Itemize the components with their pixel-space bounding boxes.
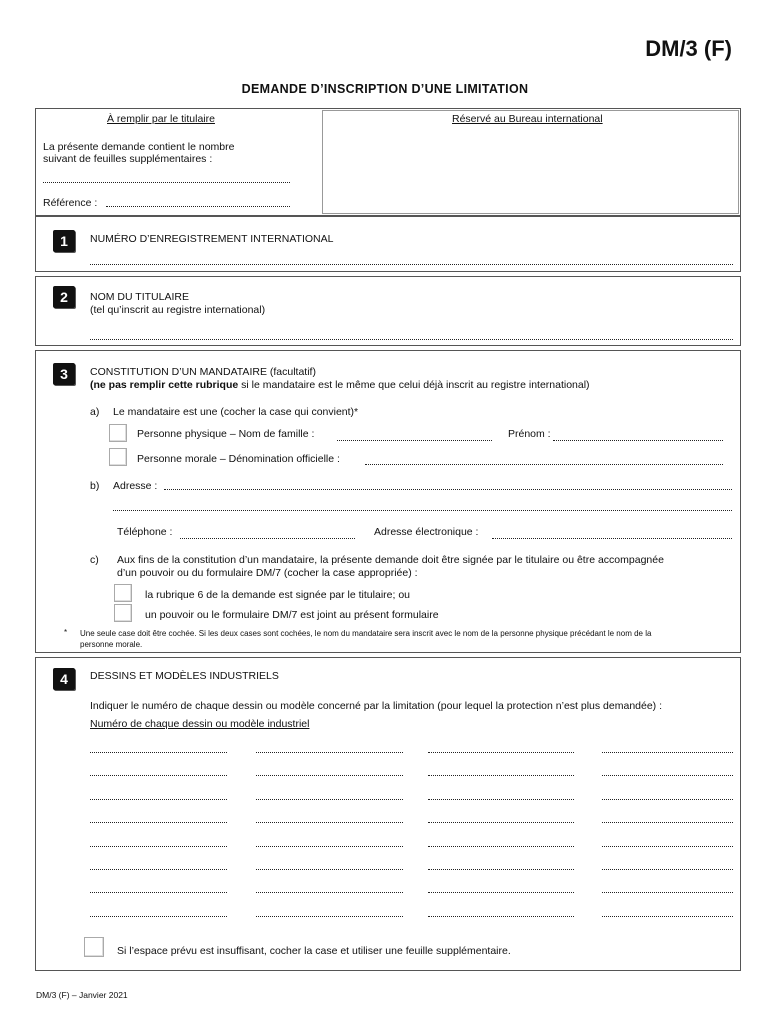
item-a-text: Le mandataire est une (cocher la case qui convient)* (113, 406, 359, 418)
item-c-text-2: d’un pouvoir ou du formulaire DM/7 (cocher la case appropriée) : (117, 567, 418, 579)
sheets-text-2: suivant de feuilles supplémentaires : (43, 153, 213, 165)
phone-label: Téléphone : (117, 526, 173, 538)
footnote-star: * (64, 628, 68, 637)
item-a-label: a) (90, 406, 100, 418)
design-number-field[interactable] (602, 892, 733, 893)
first-name-field[interactable] (553, 440, 723, 441)
design-number-field[interactable] (428, 822, 574, 823)
legal-entity-checkbox[interactable] (109, 448, 127, 466)
item-c-text-1: Aux fins de la constitution d’un mandataire, la présente demande doit être signée par le titulaire ou être accompagnée (117, 554, 664, 566)
footer-code: DM/3 (F) – Janvier 2021 (36, 990, 128, 1000)
section-4-instruction: Indiquer le numéro de chaque dessin ou modèle concerné par la limitation (pour lequel la protection n’est plus demandée) : (90, 700, 663, 712)
design-number-field[interactable] (602, 752, 733, 753)
reserved-box (322, 110, 739, 214)
design-number-field[interactable] (256, 752, 403, 753)
design-number-heading: Numéro de chaque dessin ou modèle industriel (90, 718, 310, 730)
design-number-field[interactable] (602, 799, 733, 800)
signed-option-label: la rubrique 6 de la demande est signée par le titulaire; ou (145, 589, 411, 601)
design-number-field[interactable] (256, 846, 403, 847)
email-field[interactable] (492, 538, 732, 539)
section-4-number: 4 (53, 668, 75, 690)
design-number-field[interactable] (602, 846, 733, 847)
section-3-number: 3 (53, 363, 75, 385)
design-number-field[interactable] (256, 916, 403, 917)
overflow-checkbox[interactable] (84, 937, 104, 957)
registration-number-field[interactable] (90, 264, 733, 265)
family-name-field[interactable] (337, 440, 492, 441)
section-1-number: 1 (53, 230, 75, 252)
section-3 (35, 350, 741, 653)
form-code: DM/3 (F) (645, 36, 732, 61)
design-number-field[interactable] (90, 775, 227, 776)
page-title: DEMANDE D’INSCRIPTION D’UNE LIMITATION (241, 82, 529, 96)
address-label: Adresse : (113, 480, 158, 492)
design-number-field[interactable] (602, 869, 733, 870)
section-4-title: DESSINS ET MODÈLES INDUSTRIELS (90, 670, 279, 682)
section-3-note-rest: si le mandataire est le même que celui déjà inscrit au registre international) (238, 379, 590, 391)
overflow-label: Si l’espace prévu est insuffisant, cocher la case et utiliser une feuille supplémentaire. (117, 945, 511, 957)
design-number-field[interactable] (90, 822, 227, 823)
natural-person-label: Personne physique – Nom de famille : (137, 428, 315, 440)
design-number-field[interactable] (428, 752, 574, 753)
reserved-heading: Réservé au Bureau international (452, 113, 603, 125)
section-3-note-bold: (ne pas remplir cette rubrique (90, 379, 239, 391)
design-number-field[interactable] (256, 869, 403, 870)
design-number-field[interactable] (90, 752, 227, 753)
email-label: Adresse électronique : (374, 526, 479, 538)
reference-field[interactable] (106, 206, 290, 207)
design-number-field[interactable] (428, 869, 574, 870)
power-of-attorney-checkbox[interactable] (114, 604, 132, 622)
design-number-field[interactable] (602, 775, 733, 776)
design-number-field[interactable] (256, 822, 403, 823)
item-c-label: c) (90, 554, 99, 566)
design-number-field[interactable] (602, 822, 733, 823)
holder-name-field[interactable] (90, 339, 733, 340)
address-field-2[interactable] (113, 510, 732, 511)
design-number-field[interactable] (256, 892, 403, 893)
footnote-line-2: personne morale. (80, 640, 143, 649)
power-of-attorney-label: un pouvoir ou le formulaire DM/7 est joint au présent formulaire (145, 609, 439, 621)
phone-field[interactable] (180, 538, 355, 539)
sheets-count-field[interactable] (43, 182, 290, 183)
section-3-note (90, 379, 590, 391)
design-number-field[interactable] (428, 799, 574, 800)
section-1-title: NUMÉRO D’ENREGISTREMENT INTERNATIONAL (90, 233, 334, 245)
signed-checkbox[interactable] (114, 584, 132, 602)
sheets-text: La présente demande contient le nombre (43, 141, 235, 153)
section-2-number: 2 (53, 286, 75, 308)
natural-person-checkbox[interactable] (109, 424, 127, 442)
design-number-field[interactable] (90, 869, 227, 870)
reference-label: Référence : (43, 197, 98, 209)
design-number-field[interactable] (90, 892, 227, 893)
holder-heading: À remplir par le titulaire (107, 113, 215, 125)
design-number-field[interactable] (256, 775, 403, 776)
design-number-field[interactable] (90, 799, 227, 800)
design-number-field[interactable] (602, 916, 733, 917)
official-name-field[interactable] (365, 464, 723, 465)
design-number-field[interactable] (256, 799, 403, 800)
item-b-label: b) (90, 480, 100, 492)
legal-entity-label: Personne morale – Dénomination officielle : (137, 453, 340, 465)
design-number-field[interactable] (428, 892, 574, 893)
section-2-subtitle: (tel qu’inscrit au registre international) (90, 304, 266, 316)
design-number-field[interactable] (428, 846, 574, 847)
design-number-field[interactable] (90, 916, 227, 917)
section-3-title: CONSTITUTION D’UN MANDATAIRE (facultatif) (90, 366, 316, 378)
section-2-title: NOM DU TITULAIRE (90, 291, 189, 303)
footnote-line-1: Une seule case doit être cochée. Si les deux cases sont cochées, le nom du mandataire sera inscrit avec le nom de la personne physique précédant le nom de la (80, 629, 652, 638)
design-number-field[interactable] (90, 846, 227, 847)
design-number-field[interactable] (428, 916, 574, 917)
design-number-field[interactable] (428, 775, 574, 776)
address-field-1[interactable] (164, 489, 732, 490)
first-name-label: Prénom : (508, 428, 551, 440)
